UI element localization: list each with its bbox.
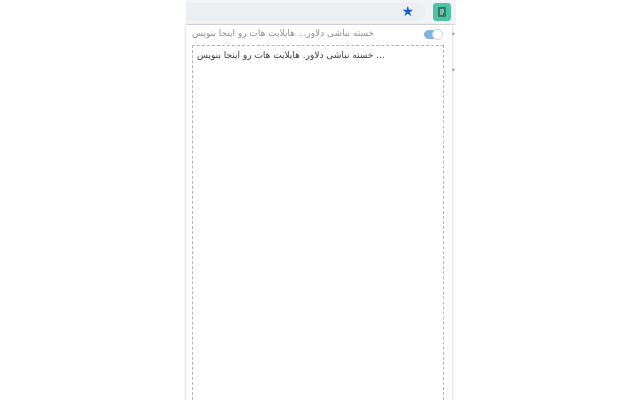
highlighter-extension-icon[interactable] xyxy=(433,3,451,21)
enable-toggle[interactable] xyxy=(424,30,442,39)
browser-toolbar xyxy=(186,0,456,25)
star-icon[interactable]: ★ xyxy=(401,4,414,20)
scroll-marker: • xyxy=(451,30,456,39)
highlights-textarea[interactable] xyxy=(192,45,444,400)
scroll-marker: • xyxy=(451,66,456,75)
extension-popup xyxy=(186,25,452,400)
toggle-knob xyxy=(432,29,443,40)
extension-glyph-icon xyxy=(436,6,448,18)
address-bar[interactable] xyxy=(186,3,426,21)
popup-header xyxy=(186,25,452,45)
highlights-text: ... خسته نباشی دلاور. هایلایت هات رو اینجا بنویس xyxy=(197,51,385,61)
header-placeholder-text: خسته نباشی دلاور... هایلایت هات رو اینجا بنویس xyxy=(192,29,375,39)
